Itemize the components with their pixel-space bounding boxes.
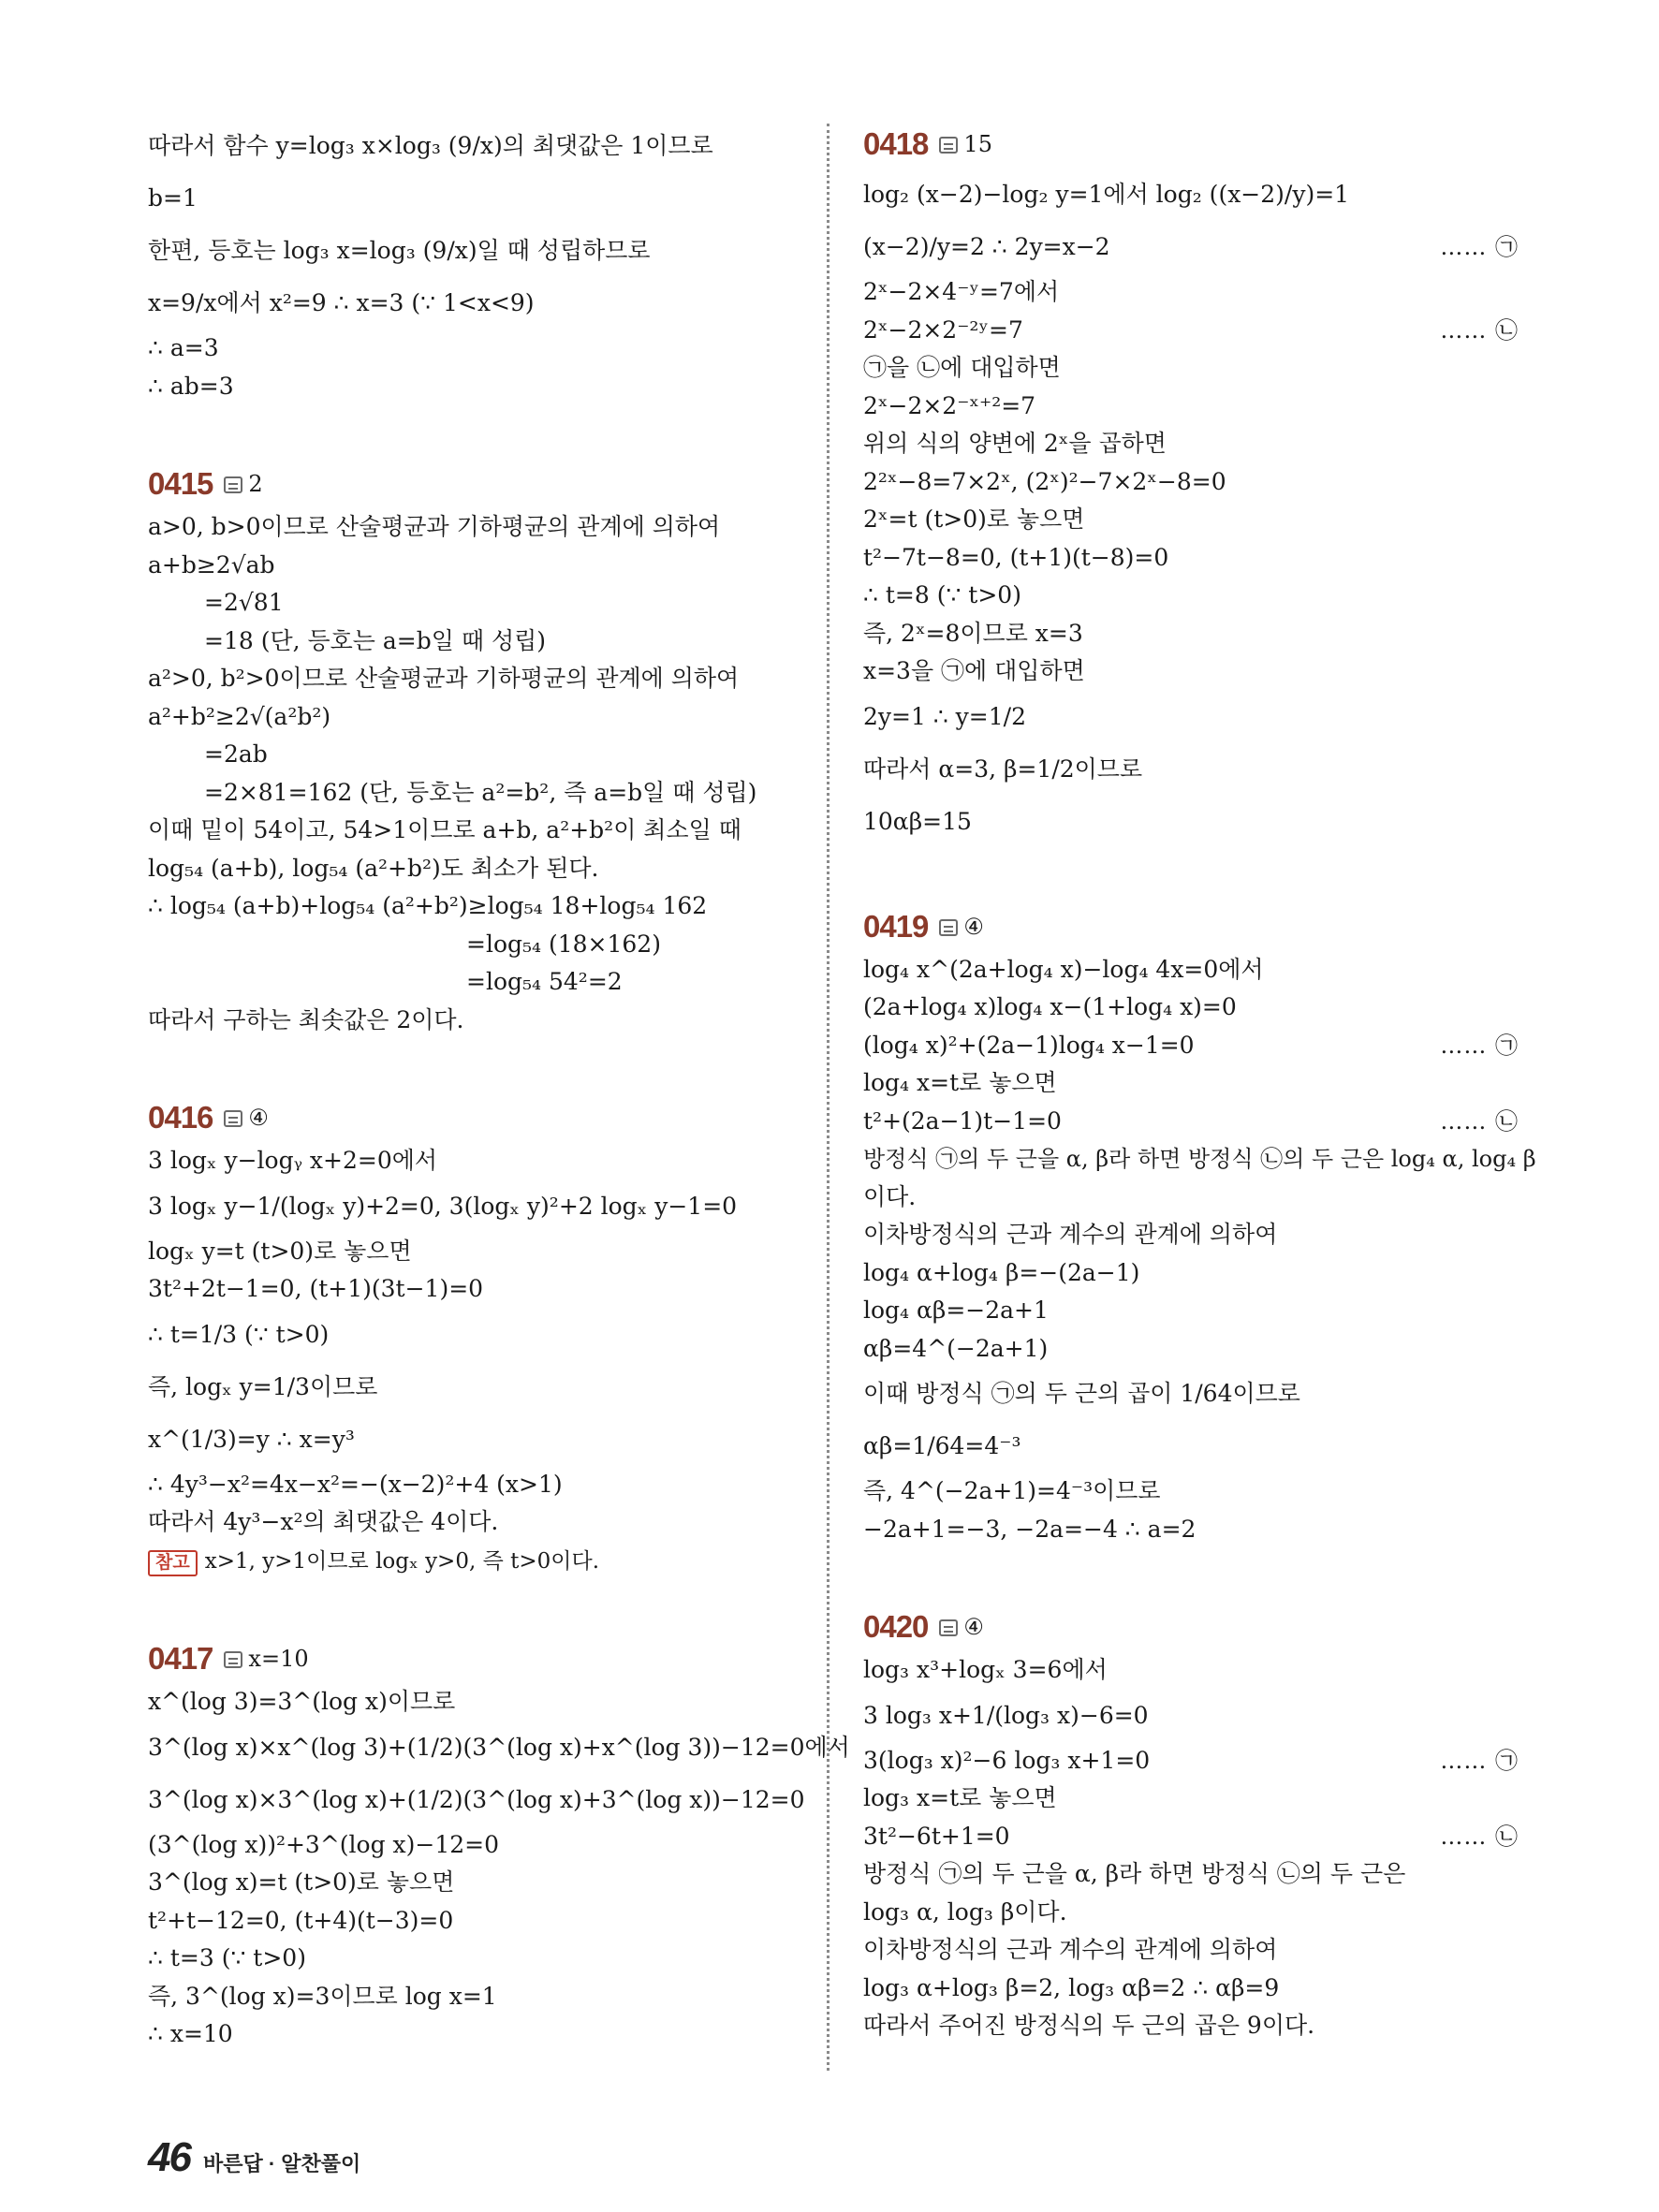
problem-number: 0416 [148,1100,213,1135]
text-line: 따라서 α=3, β=1/2이므로 [863,754,1143,783]
text-line: 따라서 함수 y=log₃ x×log₃ (9/x)의 최댓값은 1이므로 [148,132,713,159]
equation: (x−2)/y=2 ∴ 2y=x−2 [863,233,1110,260]
equation: t²+(2a−1)t−1=0 [863,1106,1062,1135]
text-line: t²−7t−8=0, (t+1)(t−8)=0 [863,543,1169,571]
text-line: t²+t−12=0, (t+4)(t−3)=0 [148,1906,454,1934]
text-line: 방정식 ㉠의 두 근을 α, β라 하면 방정식 ㉡의 두 근은 [863,1860,1406,1887]
text-line: log₃ α, log₃ β이다. [863,1897,1067,1926]
text-line [863,1818,1519,1856]
text-line: 따라서 4y³−x²의 최댓값은 4이다. [148,1508,499,1535]
text-line: ∴ x=10 [148,2020,233,2047]
note-text: x>1, y>1이므로 logₓ y>0, 즉 t>0이다. [204,1548,600,1574]
problem-header [863,120,1519,168]
text-line: log₄ α+log₄ β=−(2a−1) [863,1258,1140,1286]
text-line: 따라서 구하는 최솟값은 2이다. [148,1005,464,1033]
equation-marker-b: …… ㉡ [1440,316,1519,344]
text-line: ∴ t=8 (∵ t>0) [863,581,1021,608]
text-line [863,1742,1519,1780]
problem-header [863,1603,1519,1651]
text-line: log₃ x=t로 놓으면 [863,1784,1057,1811]
text-line: 3 logₓ y−logᵧ x+2=0에서 [148,1147,438,1174]
text-line: ∴ 4y³−x²=4x−x²=−(x−2)²+4 (x>1) [148,1470,563,1498]
book-title: 바른답 · 알찬풀이 [202,2152,361,2175]
answer-icon [939,1619,958,1636]
right-column [863,120,1536,2045]
text-line: x^(1/3)=y ∴ x=y³ [148,1425,355,1453]
text-line: ∴ t=1/3 (∵ t>0) [148,1320,330,1348]
text-line: 즉, 3^(log x)=3이므로 log x=1 [148,1982,497,2010]
answer-icon [939,137,958,154]
text-line: 이때 밑이 54이고, 54>1이므로 a+b, a²+b²이 최소일 때 [148,816,741,843]
text-line: =log₅₄ 54²=2 [466,968,623,995]
problem-answer: ④ [963,913,984,940]
text-line: log₃ α+log₃ β=2, log₃ αβ=2 ∴ αβ=9 [863,1973,1280,2001]
text-line [863,1027,1519,1065]
problem-header [148,460,803,508]
text-line: 즉, logₓ y=1/3이므로 [148,1372,378,1400]
text-line: 10αβ=15 [863,807,972,835]
text-line: 이차방정식의 근과 계수의 관계에 의하여 [863,1936,1278,1963]
text-line: (2a+log₄ x)log₄ x−(1+log₄ x)=0 [863,993,1237,1020]
answer-icon [224,1110,242,1127]
text-line: 3^(log x)=t (t>0)로 놓으면 [148,1868,455,1896]
text-line [863,312,1519,350]
text-line: a²>0, b²>0이므로 산술평균과 기하평균의 관계에 의하여 [148,665,740,692]
problem-0417 [148,1634,850,2054]
text-line: ∴ ab=3 [148,372,234,400]
text-line: 위의 식의 양변에 2ˣ을 곱하면 [863,430,1167,457]
equation-marker-a: …… ㉠ [1440,234,1519,260]
text-line: αβ=1/64=4⁻³ [863,1432,1021,1459]
text-line: ㉠을 ㉡에 대입하면 [863,354,1061,381]
equation-marker-b: …… ㉡ [1440,1823,1519,1850]
equation-marker-a: …… ㉠ [1440,1032,1519,1059]
problem-number: 0418 [863,126,929,161]
text-line: αβ=4^(−2a+1) [863,1334,1049,1362]
problem-header [148,1093,803,1142]
text-line: 2ˣ−2×4⁻ʸ=7에서 [863,278,1060,305]
problem-number: 0419 [863,908,929,944]
text-line: 이차방정식의 근과 계수의 관계에 의하여 [863,1221,1278,1248]
text-line: 3^(log x)×x^(log 3)+(1/2)(3^(log x)+x^(log 3))−12=0에서 [148,1733,850,1761]
problem-answer: ④ [248,1105,269,1131]
equation: 3t²−6t+1=0 [863,1822,1010,1850]
problem-0416 [148,1093,803,1580]
problem-answer: x=10 [248,1646,309,1672]
answer-icon [939,919,958,936]
text-line: log₃ x³+logₓ 3=6에서 [863,1656,1108,1683]
text-line: −2a+1=−3, −2a=−4 ∴ a=2 [863,1515,1197,1543]
text-line: ∴ a=3 [148,334,219,361]
page-footer [148,2134,360,2181]
left-column [148,120,850,2054]
equation: (log₄ x)²+(2a−1)log₄ x−1=0 [863,1031,1195,1059]
text-line: ∴ t=3 (∵ t>0) [148,1944,306,1971]
text-line: 이다. [863,1182,917,1210]
page-number: 46 [148,2134,190,2180]
text-line: 2ˣ−2×2⁻ˣ⁺²=7 [863,391,1036,419]
text-line: a>0, b>0이므로 산술평균과 기하평균의 관계에 의하여 [148,513,721,540]
text-line: log₂ (x−2)−log₂ y=1에서 log₂ ((x−2)/y)=1 [863,181,1350,208]
text-line: logₓ y=t (t>0)로 놓으면 [148,1237,412,1265]
text-line: 즉, 4^(−2a+1)=4⁻³이므로 [863,1477,1161,1504]
text-line: =2×81=162 (단, 등호는 a²=b², 즉 a=b일 때 성립) [204,778,757,806]
text-line: log₅₄ (a+b), log₅₄ (a²+b²)도 최소가 된다. [148,854,599,882]
problem-0419 [863,902,1536,1549]
text-line [863,1103,1519,1141]
column-divider [827,124,830,2071]
equation-marker-a: …… ㉠ [1440,1747,1519,1774]
text-line: 3 log₃ x+1/(log₃ x)−6=0 [863,1701,1149,1729]
text-line: 2²ˣ−8=7×2ˣ, (2ˣ)²−7×2ˣ−8=0 [863,467,1226,495]
problem-number: 0417 [148,1641,213,1676]
text-line: ∴ log₅₄ (a+b)+log₅₄ (a²+b²)≥log₅₄ 18+log₅₄ 162 [148,892,708,919]
text-line: 따라서 주어진 방정식의 두 근의 곱은 9이다. [863,2012,1315,2039]
text-line: =2ab [204,740,268,768]
problem-answer: 15 [963,131,992,157]
text-line: 즉, 2ˣ=8이므로 x=3 [863,619,1083,647]
text-line: 3^(log x)×3^(log x)+(1/2)(3^(log x)+3^(log x))−12=0 [148,1785,805,1813]
text-line: =2√81 [204,589,284,616]
problem-header [863,902,1519,951]
text-line: (3^(log x))²+3^(log x)−12=0 [148,1830,499,1858]
problem-number: 0415 [148,466,213,501]
text-line: 3 logₓ y−1/(logₓ y)+2=0, 3(logₓ y)²+2 logₓ y−1=0 [148,1192,738,1220]
problem-header [148,1634,803,1683]
problem-answer: 2 [248,471,263,497]
note-badge: 참고 [148,1550,198,1576]
text-line: a²+b²≥2√(a²b²) [148,702,331,730]
text-line: log₄ x=t로 놓으면 [863,1069,1057,1096]
problem-0415 [148,460,803,1039]
text-line: 이때 방정식 ㉠의 두 근의 곱이 1/64이므로 [863,1380,1300,1407]
equation: 2ˣ−2×2⁻²ʸ=7 [863,315,1023,344]
equation-marker-b: …… ㉡ [1440,1107,1519,1135]
text-line: x=9/x에서 x²=9 ∴ x=3 (∵ 1<x<9) [148,289,535,316]
text-line: b=1 [148,184,198,212]
text-line: =log₅₄ (18×162) [466,930,661,958]
text-line: log₄ x^(2a+log₄ x)−log₄ 4x=0에서 [863,955,1264,983]
text-line: 방정식 ㉠의 두 근을 α, β라 하면 방정식 ㉡의 두 근은 log₄ α, log₄ β [863,1146,1536,1172]
problem-answer: ④ [963,1614,984,1640]
text-line: 3t²+2t−1=0, (t+1)(3t−1)=0 [148,1275,484,1302]
text-line: 2ˣ=t (t>0)로 놓으면 [863,505,1085,533]
answer-icon [224,1651,242,1668]
text-line [863,221,1519,273]
text-line: 2y=1 ∴ y=1/2 [863,702,1026,730]
answer-icon [224,476,242,493]
text-line: log₄ αβ=−2a+1 [863,1296,1049,1324]
text-line: a+b≥2√ab [148,550,275,579]
equation: 3(log₃ x)²−6 log₃ x+1=0 [863,1746,1151,1774]
text-line: 한편, 등호는 log₃ x=log₃ (9/x)일 때 성립하므로 [148,237,651,264]
text-line: =18 (단, 등호는 a=b일 때 성립) [204,626,547,654]
problem-0418 [863,120,1519,848]
note-line [148,1542,803,1581]
text-line: x=3을 ㉠에 대입하면 [863,657,1085,684]
problem-number: 0420 [863,1609,929,1644]
problem-0420 [863,1603,1519,2045]
text-line: x^(log 3)=3^(log x)이므로 [148,1688,456,1715]
